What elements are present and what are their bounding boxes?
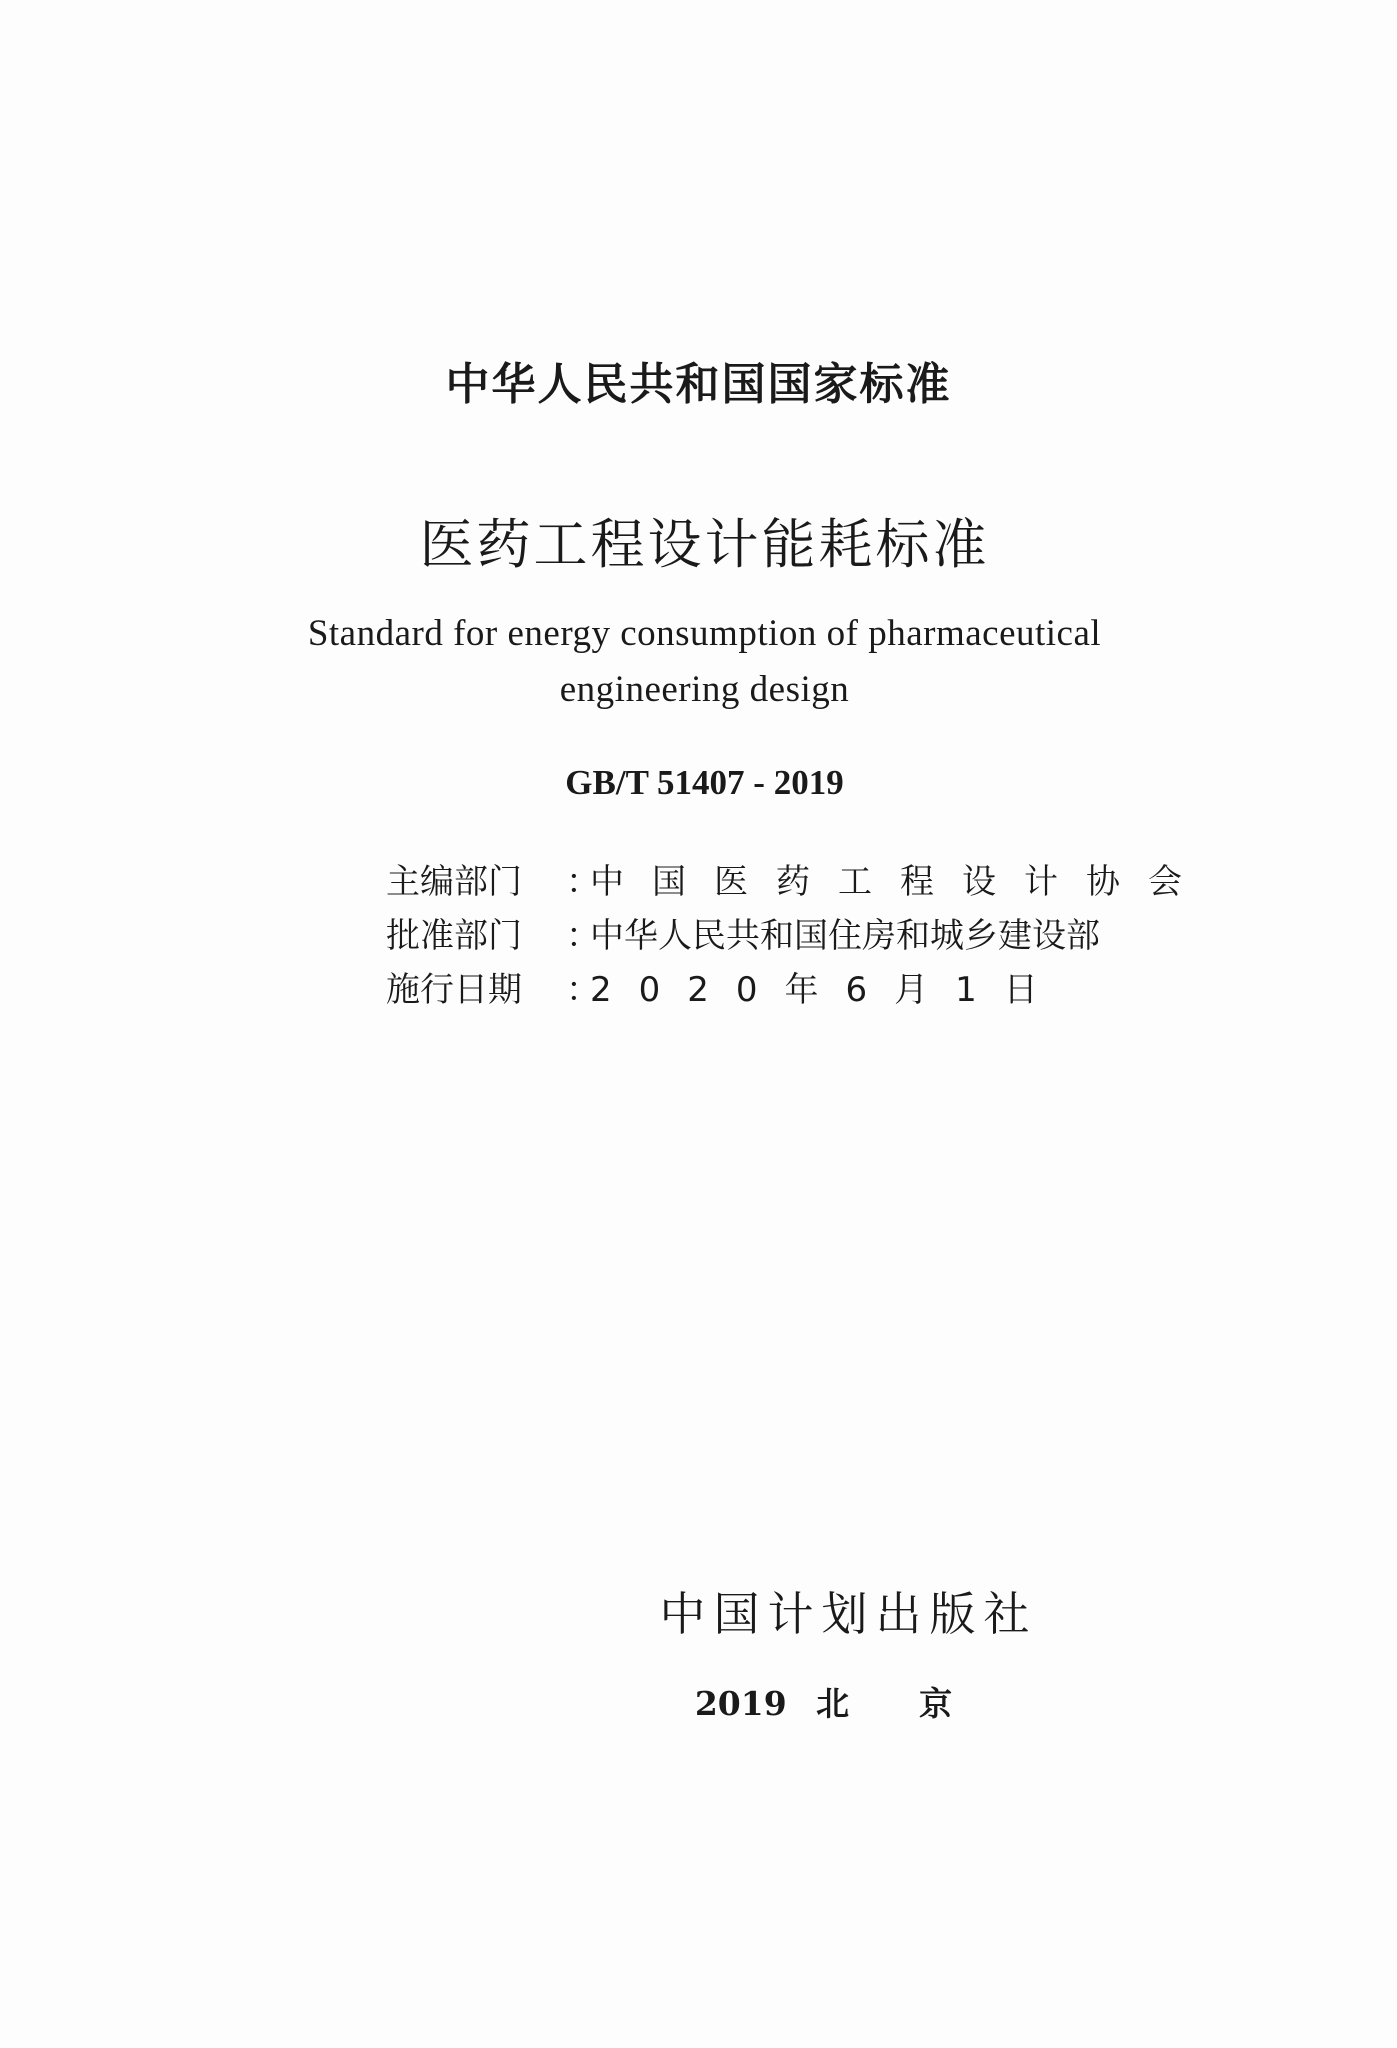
approver-value: 中华人民共和国住房和城乡建设部: [590, 916, 1100, 956]
editor-value: 中国医药工程设计协会: [590, 862, 1210, 902]
effective-date-separator: ：: [566, 970, 600, 1010]
imprint-place: 北京: [816, 1684, 1023, 1723]
effective-date-value: 2020年6月1日: [590, 970, 1065, 1010]
meta-row-approver: [386, 912, 1116, 960]
effective-date-label: 施行日期: [386, 970, 522, 1010]
meta-row-effective-date: [386, 966, 1116, 1014]
document-title-chinese: 医药工程设计能耗标准: [419, 513, 990, 576]
editor-separator: ：: [566, 862, 600, 902]
document-title-english-line1: Standard for energy consumption of pharmaceutical: [307, 613, 1102, 654]
imprint-line: [0, 1678, 1397, 1725]
publisher-name: 中国计划出版社: [659, 1587, 1038, 1641]
document-title-english-line2: engineering design: [559, 669, 850, 710]
approver-separator: ：: [566, 916, 600, 956]
national-standard-heading: 中华人民共和国国家标准: [445, 359, 952, 410]
meta-row-editor: [386, 858, 1210, 906]
approver-label: 批准部门: [386, 916, 522, 956]
imprint-year: 2019: [694, 1684, 787, 1723]
editor-label: 主编部门: [386, 862, 522, 902]
standard-code: GB/T 51407 - 2019: [565, 763, 844, 802]
